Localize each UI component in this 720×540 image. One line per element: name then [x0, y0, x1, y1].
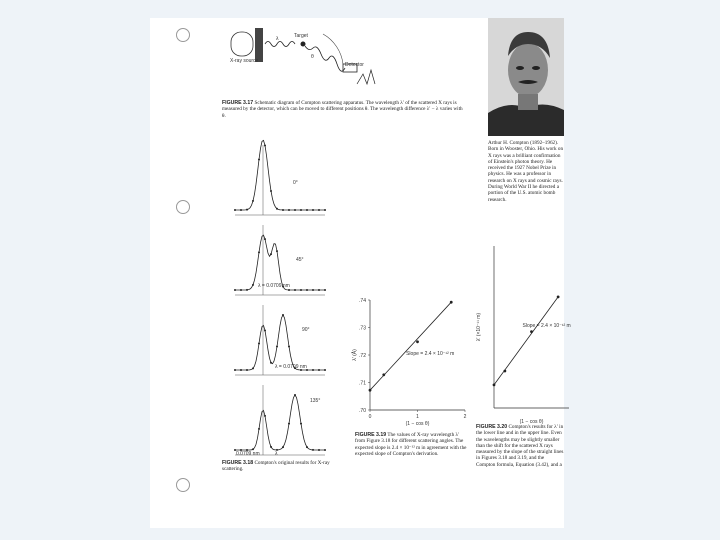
x-axis-label: (1 − cos θ): [519, 419, 544, 425]
spectrum-curve: [235, 140, 325, 210]
angle-label: 135°: [310, 398, 321, 404]
binder-hole: [176, 28, 190, 42]
figure-3-20-title: FIGURE 3.20: [476, 424, 508, 430]
x-tick-label: 1: [416, 414, 419, 420]
y-tick-label: .70: [359, 408, 366, 414]
lambda-label: λ: [276, 36, 279, 42]
data-point: [503, 370, 506, 373]
x-tick-label: 2: [463, 414, 467, 420]
binder-hole: [176, 200, 190, 214]
slope-label: Slope = 2.4 × 10⁻¹² m: [522, 323, 571, 329]
figure-3-18-title: FIGURE 3.18: [222, 460, 254, 466]
wavelength-marker: λ = 0.0709 nm: [258, 283, 290, 289]
data-point: [557, 296, 560, 299]
compton-portrait-photo: [488, 18, 564, 136]
binder-hole: [176, 478, 190, 492]
fit-line: [370, 302, 451, 390]
figure-3-17-title: FIGURE 3.17: [222, 100, 254, 106]
figure-3-19-chart: [340, 290, 480, 425]
y-axis-label: λ′ (Å): [352, 349, 358, 361]
figure-3-19-text: The values of X-ray wavelength λ′ from Figure 3.18 for different scattering angles. The expected slope is 2.4 × 10⁻¹² m in agreement with the expected slope of Compton's derivation.: [355, 432, 467, 457]
data-point: [416, 340, 419, 343]
figure-3-18-text: Compton's original results for X-ray scattering.: [222, 460, 330, 473]
xray-source-label: X-ray source: [230, 58, 259, 64]
figure-3-19-title: FIGURE 3.19: [355, 432, 387, 438]
angle-label: 45°: [296, 257, 304, 263]
x-axis-label: (1 − cos θ): [405, 421, 430, 427]
detector-label: Detector: [345, 62, 364, 68]
figure-3-20-caption: [476, 424, 564, 468]
compton-bio-text: Arthur H. Compton (1892–1962). Born in Wooster, Ohio. His work on X rays was a brilliant confirmation of Einstein's photon theory. He received the 1927 Nobel Prize in physics. He was a professor in research on X rays and cosmic rays. During World War II he directed a portion of the U.S. atomic bomb research.: [488, 140, 564, 203]
theta-label: θ: [311, 54, 314, 60]
y-tick-label: .73: [359, 325, 366, 332]
slope-label: Slope = 2.4 × 10⁻¹² m: [406, 351, 455, 357]
data-point: [530, 330, 533, 333]
wavelength-marker: λ = 0.0709 nm: [275, 364, 307, 370]
figure-3-19-caption: [355, 432, 470, 457]
figure-3-20-text: Compton's results for λ′ in the lower line and in the upper line. Even the wavelengths may be slightly smaller than the shift for the scattered X rays measured by the slope of the straight lines in Figures 3.18 and 3.19, and the Compton formula, Equation (3.42), and a: [476, 424, 564, 468]
y-tick-label: .72: [359, 353, 366, 359]
data-point: [382, 373, 385, 376]
y-tick-label: .71: [359, 380, 366, 387]
y-tick-label: .74: [359, 298, 366, 304]
figure-3-20-chart: [474, 236, 571, 426]
wavelength-marker: λ: [275, 451, 278, 457]
figure-3-17-text: Schematic diagram of Compton scattering apparatus. The wavelength λ′ of the scattered X rays is measured by the detector, which can be moved to different positions θ. The wavelength difference λ′ − λ varies with θ.: [222, 100, 463, 119]
compton-bio-caption: [488, 140, 566, 203]
spectrum-curve: [235, 315, 325, 370]
data-point: [369, 389, 372, 392]
figure-3-18-spectra: [225, 140, 335, 460]
data-point: [450, 301, 453, 304]
angle-label: 0°: [293, 180, 298, 186]
figure-3-18-caption: [222, 460, 332, 473]
target-label: Target: [294, 33, 308, 39]
wavelength-marker: 0.0709 nm: [236, 451, 260, 457]
data-point: [493, 383, 496, 386]
figure-3-17-caption: [222, 100, 467, 119]
fit-line: [494, 297, 558, 385]
angle-label: 90°: [302, 327, 310, 333]
x-tick-label: 0: [368, 414, 372, 420]
y-axis-label: λ′ (×10⁻¹¹ m): [476, 312, 482, 342]
spectrum-curve: [235, 235, 325, 290]
